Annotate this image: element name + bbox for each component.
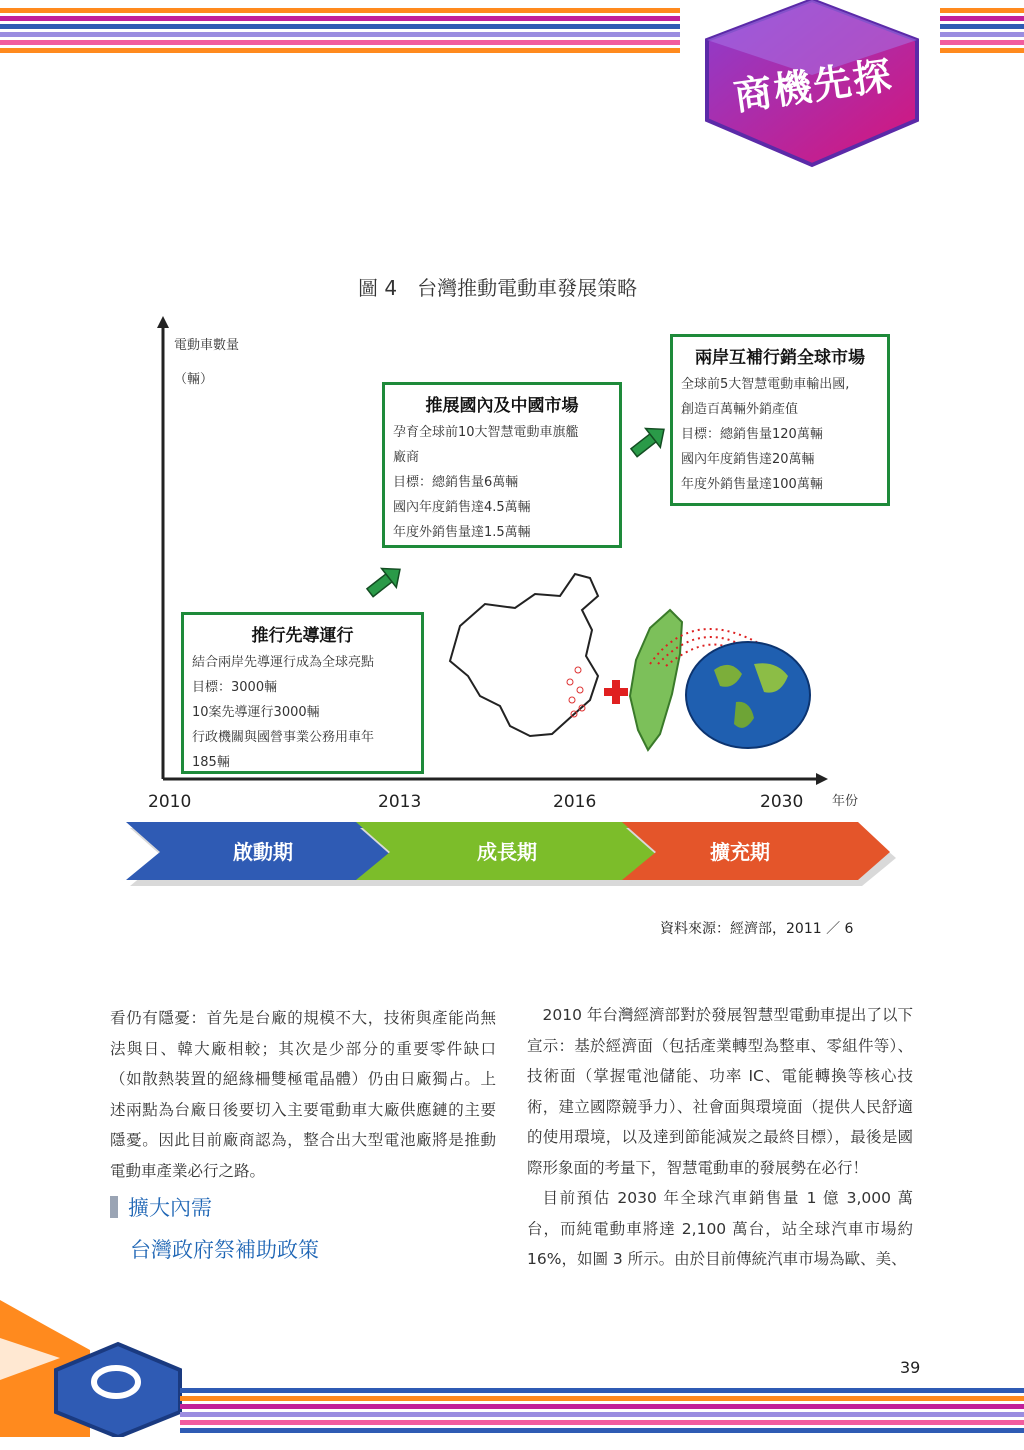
right-column-text xyxy=(527,1000,913,1275)
section-subheading: 台灣政府祭補助政策 xyxy=(130,1238,319,1262)
box-line: 185輛 xyxy=(192,755,230,770)
header-stripes-right xyxy=(940,8,1024,70)
strategy-box-pilot xyxy=(181,612,424,774)
footer-logo-cube xyxy=(0,1300,190,1437)
box-line: 目標：總銷售量120萬輛 xyxy=(681,427,823,442)
box-line: 年度外銷售量達1.5萬輛 xyxy=(393,525,531,540)
phase-label-expansion: 擴充期 xyxy=(710,840,770,864)
year-label: 2013 xyxy=(378,792,422,812)
globe-illustration xyxy=(684,640,812,750)
phase-label-growth: 成長期 xyxy=(477,840,537,864)
year-label: 2030 xyxy=(760,792,804,812)
box-title: 推展國內及中國市場 xyxy=(425,396,579,416)
heading-bar xyxy=(110,1196,118,1218)
section-heading: 擴大內需 xyxy=(128,1196,212,1220)
growth-arrow-icon xyxy=(628,424,670,458)
box-line: 行政機關與國營事業公務用車年 xyxy=(192,730,375,745)
x-axis-label: 年份 xyxy=(832,794,859,809)
box-line: 目標：3000輛 xyxy=(192,680,278,695)
box-line: 國內年度銷售達20萬輛 xyxy=(681,452,815,467)
box-line: 創造百萬輛外銷產值 xyxy=(681,402,799,417)
footer-stripes xyxy=(180,1388,1024,1450)
box-title: 兩岸互補行銷全球市場 xyxy=(695,348,865,368)
year-label: 2016 xyxy=(553,792,597,812)
china-map-illustration xyxy=(440,566,620,746)
growth-arrow-icon xyxy=(364,564,406,598)
y-axis-label: 電動車數量 xyxy=(174,338,240,353)
box-line: 年度外銷售量達100萬輛 xyxy=(681,477,823,492)
header-stripes-left xyxy=(0,8,680,70)
year-label: 2010 xyxy=(148,792,192,812)
box-line: 結合兩岸先導運行成為全球亮點 xyxy=(192,655,375,670)
box-line: 孕育全球前10大智慧電動車旗艦 xyxy=(393,425,579,440)
figure-source: 資料來源：經濟部，2011 ／ 6 xyxy=(660,921,854,937)
box-line: 國內年度銷售達4.5萬輛 xyxy=(393,500,531,515)
y-axis-unit: （輛） xyxy=(174,372,214,387)
figure-title: 圖 4 台灣推動電動車發展策略 xyxy=(358,276,638,300)
strategy-box-domestic-china xyxy=(382,382,622,548)
body-paragraph: 2010 年台灣經濟部對於發展智慧型電動車提出了以下宣示：基於經濟面（包括產業轉型為整車、零組件等）、技術面（掌握電池儲能、功率 IC、電能轉換等核心技術，建立國際競爭力）、社會面與環境面（提供人民舒適的使用環境，以及達到節能減炭之最終目標），最後是國際形象面的考量下，智慧電動車的發展勢在必行！ xyxy=(527,1006,913,1177)
strategy-box-global xyxy=(670,334,890,506)
box-line: 10案先導運行3000輛 xyxy=(192,705,320,720)
section-badge-title: 商機先探 xyxy=(731,53,896,119)
page-number: 39 xyxy=(900,1358,921,1377)
left-column-text xyxy=(110,1003,496,1186)
body-paragraph: 目前預估 2030 年全球汽車銷售量 1 億 3,000 萬台，而純電動車將達 2,100 萬台，站全球汽車市場約 16%，如圖 3 所示。由於目前傳統汽車市場為歐、美、 xyxy=(527,1189,913,1268)
body-paragraph: 看仍有隱憂：首先是台廠的規模不大，技術與產能尚無法與日、韓大廠相較；其次是少部分的重要零件缺口（如散熱裝置的絕緣柵雙極電晶體）仍由日廠獨占。上述兩點為台廠日後要切入主要電動車大廠供應鏈的主要隱憂。因此目前廠商認為，整合出大型電池廠將是推動電動車產業必行之路。 xyxy=(110,1009,496,1180)
box-title: 推行先導運行 xyxy=(251,626,354,646)
box-line: 目標：總銷售量6萬輛 xyxy=(393,475,519,490)
box-line: 全球前5大智慧電動車輸出國, xyxy=(681,377,850,392)
phase-label-start: 啟動期 xyxy=(233,840,293,864)
box-line: 廠商 xyxy=(393,450,420,465)
